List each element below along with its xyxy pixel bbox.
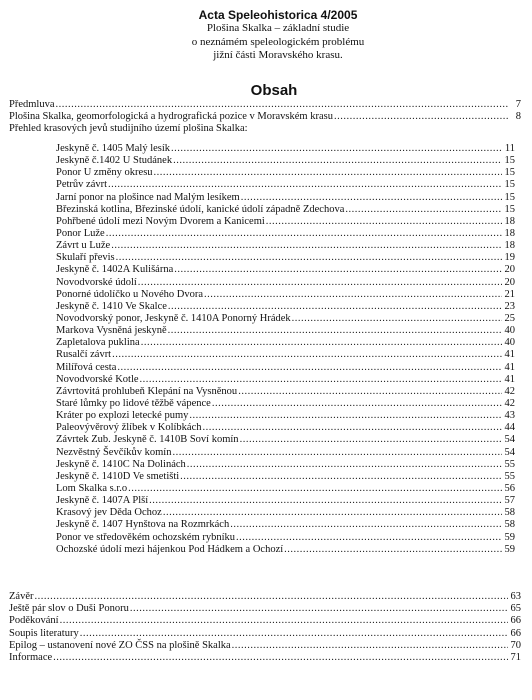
toc-entry-label: Novodvorský ponor, Jeskyně č. 1410A Ponorný Hrádek: [56, 312, 291, 324]
toc-entry-page: 18: [504, 215, 515, 227]
toc-entry-label: Ponor ve středověkém ochozském rybníku: [56, 531, 236, 543]
dot-leader: [80, 628, 508, 640]
toc-entry-page: 42: [504, 385, 515, 397]
toc-entry-label: Milířová cesta: [56, 361, 117, 373]
dot-leader: [56, 99, 509, 111]
dot-leader: [238, 386, 502, 398]
dot-leader: [149, 495, 502, 507]
dot-leader: [130, 603, 508, 615]
dot-leader: [128, 483, 502, 495]
dot-leader: [236, 532, 502, 544]
toc-entry-page: 55: [504, 470, 515, 482]
toc-subentry: [56, 362, 515, 374]
toc-entry-label: Ochozské údolí mezi hájenkou Pod Hádkem a Ochozí: [56, 543, 284, 555]
toc-entry-page: 71: [510, 651, 521, 663]
toc-subentry: [56, 471, 515, 483]
toc-entry-label: Informace: [9, 651, 53, 663]
toc-entry-label: Jeskyně č. 1410C Na Dolinách: [56, 458, 186, 470]
toc-entry-page: 44: [504, 422, 515, 434]
toc-entry-page: 20: [504, 276, 515, 288]
toc-subentry: [56, 483, 515, 495]
dot-leader: [60, 615, 508, 627]
toc-entry: [9, 591, 521, 603]
dot-leader: [117, 362, 502, 374]
toc-entry-page: 57: [504, 495, 515, 507]
toc-entry-label: Krasový jev Děda Ochoz: [56, 507, 162, 519]
toc-entry-label: Nezvěstný Ševčíkův komín: [56, 446, 172, 458]
toc-entry-page: 18: [504, 240, 515, 252]
toc-subentry: [56, 192, 515, 204]
toc-subentry: [56, 313, 515, 325]
dot-leader: [141, 337, 502, 349]
toc-subentry: [56, 374, 515, 386]
dot-leader: [266, 216, 502, 228]
toc-entry-page: 20: [504, 264, 515, 276]
dot-leader: [163, 507, 502, 519]
toc-subentry: [56, 252, 515, 264]
toc-subentry: [56, 264, 515, 276]
toc-subentry: [56, 544, 515, 556]
toc-entry: [9, 603, 521, 615]
dot-leader: [189, 410, 502, 422]
toc-entry-label: Závrtovitá prohlubeň Klepání na Vysněnou: [56, 385, 238, 397]
toc-entry-label: Březinská kotlina, Březinské údolí, kanické údolí západně Zdechova: [56, 203, 345, 215]
toc-entry-page: 66: [510, 627, 521, 639]
dot-leader: [140, 374, 502, 386]
dot-leader: [212, 398, 502, 410]
dot-leader: [138, 277, 502, 289]
toc-entry-page: 21: [504, 288, 515, 300]
dot-leader: [171, 143, 502, 155]
toc-subsection-list: [56, 143, 515, 556]
dot-leader: [284, 544, 502, 556]
toc-entry-page: 11: [504, 143, 515, 154]
toc-subentry: [56, 447, 515, 459]
toc-subentry: [56, 240, 515, 252]
dot-leader: [203, 422, 502, 434]
toc-entry-page: 59: [504, 543, 515, 555]
toc-entry-page: 15: [504, 179, 515, 191]
toc-entry-label: Přehled krasových jevů studijního území plošina Skalka:: [9, 123, 248, 135]
dot-leader: [173, 155, 502, 167]
toc-subentry: [56, 386, 515, 398]
toc-entry-label: Jeskyně č. 1407 Hynštova na Rozmrkách: [56, 519, 230, 531]
toc-entry-page: 19: [504, 252, 515, 264]
toc-entry-label: Předmluva: [9, 99, 55, 110]
toc-subentry: [56, 204, 515, 216]
toc-entry-label: Paleovývěrový žlíbek v Kolíbkách: [56, 422, 202, 434]
toc-entry-label: Ponorné údolíčko u Nového Dvora: [56, 288, 203, 300]
toc-entry-label: Novodvorské údolí: [56, 276, 137, 288]
dot-leader: [154, 167, 502, 179]
toc-entry-page: 65: [510, 603, 521, 615]
toc-entry-page: 66: [510, 615, 521, 627]
dot-leader: [108, 179, 502, 191]
toc-top-section: [9, 99, 521, 136]
dot-leader: [168, 325, 502, 337]
toc-entry: [9, 615, 521, 627]
dot-leader: [174, 264, 502, 276]
toc-entry-page: 18: [504, 227, 515, 239]
toc-entry: [9, 628, 521, 640]
toc-entry-label: Pohřbené údolí mezi Novým Dvorem a Kanicemi: [56, 215, 265, 227]
toc-entry-page: 7: [515, 99, 521, 110]
toc-entry-label: Soupis literatury: [9, 627, 79, 639]
dot-leader: [53, 652, 508, 664]
toc-entry-label: Jeskyně č. 1410D Ve smetišti: [56, 470, 180, 482]
toc-entry-label: Jeskyně č. 1405 Malý lesík: [56, 143, 171, 154]
toc-subentry: [56, 143, 515, 155]
toc-subentry: [56, 410, 515, 422]
document-header: [0, 8, 532, 63]
toc-entry-label: Staré lůmky po lidové těžbě vápence: [56, 397, 211, 409]
toc-subentry: [56, 155, 515, 167]
toc-entry-page: 41: [504, 373, 515, 385]
toc-heading: Obsah: [250, 82, 298, 99]
toc-entry-page: 15: [504, 203, 515, 215]
toc-entry-page: 23: [504, 300, 515, 312]
toc-entry-label: Plošina Skalka, geomorfologická a hydrografická pozice v Moravském krasu: [9, 111, 333, 123]
toc-entry-page: 58: [504, 507, 515, 519]
dot-leader: [172, 447, 502, 459]
toc-subentry: [56, 216, 515, 228]
journal-title: Acta Speleohistorica 4/2005: [198, 8, 358, 22]
toc-entry-label: Skulaří převis: [56, 252, 115, 264]
toc-entry-page: 59: [504, 531, 515, 543]
toc-entry-page: 40: [504, 337, 515, 349]
dot-leader: [168, 301, 502, 313]
toc-entry-page: 41: [504, 349, 515, 361]
toc-entry: [9, 652, 521, 664]
toc-entry-page: 8: [515, 111, 521, 123]
toc-subentry: [56, 507, 515, 519]
toc-entry-page: 55: [504, 458, 515, 470]
toc-subentry: [56, 398, 515, 410]
dot-leader: [334, 111, 508, 123]
dot-leader: [292, 313, 502, 325]
toc-subentry: [56, 228, 515, 240]
toc-entry-label: Jarní ponor na plošince nad Malým lesíkem: [56, 191, 240, 203]
toc-entry-page: 41: [504, 361, 515, 373]
toc-subentry: [56, 179, 515, 191]
toc-subentry: [56, 434, 515, 446]
subtitle-line-2: o neznámém speleologickém problému: [191, 35, 365, 48]
toc-subentry: [56, 495, 515, 507]
toc-entry-label: Jeskyně č.1402 U Studánek: [56, 155, 173, 167]
toc-entry-label: Lom Skalka s.r.o: [56, 482, 128, 494]
toc-entry-page: 58: [504, 519, 515, 531]
toc-entry-page: 15: [504, 167, 515, 179]
toc-entry-page: 54: [504, 434, 515, 446]
toc-entry-page: 43: [504, 410, 515, 422]
subtitle-line-3: jižní části Moravského krasu.: [213, 49, 343, 61]
toc-subentry: [56, 301, 515, 313]
toc-entry-label: Zapletalova puklina: [56, 337, 140, 349]
toc-entry-label: Rusalčí závrt: [56, 349, 112, 361]
toc-subentry: [56, 167, 515, 179]
toc-entry-label: Epilog – ustanovení nové ZO ČSS na plošině Skalka: [9, 639, 231, 651]
toc-entry-page: 63: [510, 591, 521, 602]
dot-leader: [34, 591, 508, 603]
toc-entry-label: Závěr: [9, 591, 34, 602]
toc-entry-page: 56: [504, 482, 515, 494]
toc-entry: [9, 123, 521, 135]
toc-entry-label: Petrův závrt: [56, 179, 108, 191]
toc-entry-page: 54: [504, 446, 515, 458]
dot-leader: [116, 252, 502, 264]
toc-entry-label: Jeskyně č. 1407A Plší: [56, 495, 149, 507]
toc-subentry: [56, 277, 515, 289]
dot-leader: [112, 349, 502, 361]
toc-entry-label: Ponor U změny okresu: [56, 167, 153, 179]
dot-leader: [106, 228, 502, 240]
toc-subentry: [56, 289, 515, 301]
toc-entry: [9, 111, 521, 123]
toc-entry: [9, 99, 521, 111]
dot-leader: [180, 471, 502, 483]
toc-subentry: [56, 519, 515, 531]
toc-entry-label: Ponor Luže: [56, 227, 105, 239]
toc-entry-page: 15: [504, 155, 515, 167]
toc-entry: [9, 640, 521, 652]
subtitle-line-1: Plošina Skalka – základní studie: [206, 22, 350, 34]
toc-entry-label: Poděkování: [9, 615, 59, 627]
toc-bottom-section: [9, 591, 521, 664]
toc-subentry: [56, 337, 515, 349]
toc-entry-page: 42: [504, 397, 515, 409]
dot-leader: [232, 640, 508, 652]
toc-subentry: [56, 459, 515, 471]
dot-leader: [204, 289, 502, 301]
toc-entry-page: 25: [504, 312, 515, 324]
toc-entry-label: Novodvorské Kotle: [56, 373, 139, 385]
toc-entry-page: 15: [504, 191, 515, 203]
toc-entry-page: 40: [504, 325, 515, 337]
dot-leader: [230, 519, 502, 531]
toc-entry-label: Jeskyně č. 1402A Kulišárna: [56, 264, 174, 276]
dot-leader: [241, 192, 502, 204]
dot-leader: [187, 459, 502, 471]
toc-subentry: [56, 422, 515, 434]
toc-entry-label: Ještě pár slov o Duši Ponoru: [9, 603, 129, 615]
toc-entry-label: Závrt u Luže: [56, 240, 111, 252]
toc-entry-label: Kráter po explozi letecké pumy: [56, 410, 189, 422]
toc-entry-label: Jeskyně č. 1410 Ve Skalce: [56, 300, 167, 312]
dot-leader: [240, 434, 502, 446]
dot-leader: [111, 240, 502, 252]
toc-entry-page: 70: [510, 639, 521, 651]
toc-subentry: [56, 349, 515, 361]
toc-subentry: [56, 325, 515, 337]
toc-entry-label: Závrtek Zub. Jeskyně č. 1410B Soví komín: [56, 434, 239, 446]
dot-leader: [345, 204, 502, 216]
toc-entry-label: Markova Vysněná jeskyně: [56, 325, 167, 337]
toc-subentry: [56, 532, 515, 544]
